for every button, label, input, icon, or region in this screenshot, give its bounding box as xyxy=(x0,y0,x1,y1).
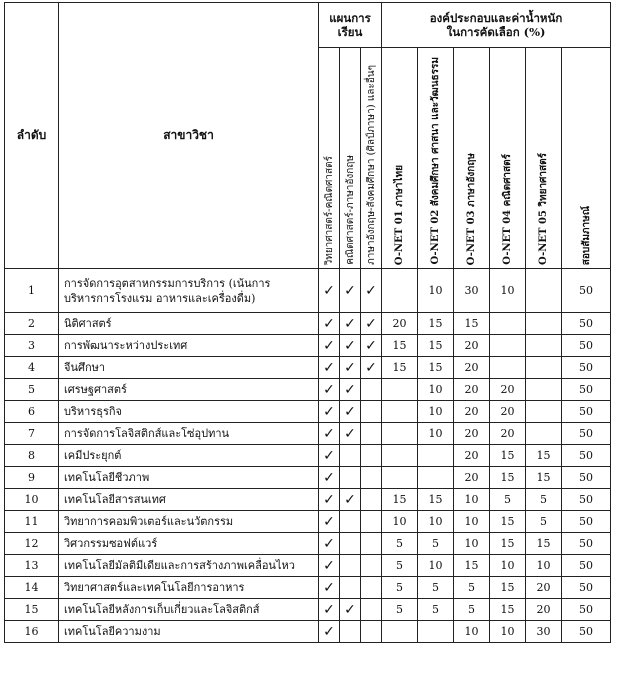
onet-01-value: 20 xyxy=(382,313,418,335)
onet-04-value: 15 xyxy=(490,445,526,467)
onet-05-value xyxy=(526,357,562,379)
row-number: 13 xyxy=(5,555,59,577)
onet-02-value: 15 xyxy=(418,313,454,335)
onet-01-value: 15 xyxy=(382,335,418,357)
onet-01-value: 5 xyxy=(382,599,418,621)
plan-sci-math-check: ✓ xyxy=(319,335,340,357)
plan-math-eng-check: ✓ xyxy=(340,401,361,423)
header-plan-eng-social xyxy=(361,48,382,269)
plan-eng-social-check xyxy=(361,533,382,555)
major-name-line: การจัดการอุตสาหกรรมการบริการ (เน้นการ xyxy=(64,276,271,290)
admission-criteria-table xyxy=(4,2,611,643)
onet-02-value: 10 xyxy=(418,269,454,313)
onet-05-value: 10 xyxy=(526,555,562,577)
interview-value: 50 xyxy=(562,423,611,445)
plan-eng-social-check: ✓ xyxy=(361,357,382,379)
plan-eng-social-check xyxy=(361,621,382,643)
row-number: 6 xyxy=(5,401,59,423)
table-row xyxy=(5,621,611,643)
plan-eng-social-check xyxy=(361,423,382,445)
onet-03-value: 5 xyxy=(454,599,490,621)
major-name: วิศวกรรมซอฟต์แวร์ xyxy=(59,533,319,555)
header-onet-04-label: O-NET 04 คณิตศาสตร์ xyxy=(502,154,514,265)
onet-01-value xyxy=(382,445,418,467)
header-onet-01-label: O-NET 01 ภาษาไทย xyxy=(394,164,406,265)
header-weight-line2: ในการคัดเลือก (%) xyxy=(446,25,546,39)
onet-02-value: 10 xyxy=(418,511,454,533)
table-body xyxy=(5,269,611,643)
major-name xyxy=(59,269,319,313)
onet-04-value: 15 xyxy=(490,511,526,533)
interview-value: 50 xyxy=(562,489,611,511)
plan-math-eng-check: ✓ xyxy=(340,599,361,621)
plan-sci-math-check: ✓ xyxy=(319,379,340,401)
plan-math-eng-check: ✓ xyxy=(340,423,361,445)
header-plan-eng-social-label: ภาษาอังกฤษ-สังคมศึกษา (ศิลป์ภาษา) และอื่นๆ xyxy=(365,65,377,265)
plan-math-eng-check: ✓ xyxy=(340,335,361,357)
onet-03-value: 20 xyxy=(454,379,490,401)
onet-05-value: 15 xyxy=(526,445,562,467)
major-name-line: บริหารการโรงแรม อาหารและเครื่องดื่ม) xyxy=(64,291,256,305)
plan-sci-math-check: ✓ xyxy=(319,621,340,643)
plan-math-eng-check xyxy=(340,533,361,555)
onet-05-value xyxy=(526,423,562,445)
onet-04-value: 15 xyxy=(490,599,526,621)
table-row xyxy=(5,269,611,313)
header-onet-03 xyxy=(454,48,490,269)
table-row xyxy=(5,379,611,401)
onet-02-value xyxy=(418,467,454,489)
interview-value: 50 xyxy=(562,313,611,335)
row-number: 3 xyxy=(5,335,59,357)
major-name: เคมีประยุกต์ xyxy=(59,445,319,467)
header-onet-02-label: O-NET 02 สังคมศึกษา ศาสนา และวัฒนธรรม xyxy=(430,57,442,265)
plan-sci-math-check: ✓ xyxy=(319,445,340,467)
onet-03-value: 10 xyxy=(454,621,490,643)
plan-eng-social-check xyxy=(361,599,382,621)
onet-02-value: 5 xyxy=(418,599,454,621)
table-row xyxy=(5,401,611,423)
plan-sci-math-check: ✓ xyxy=(319,511,340,533)
header-major: สาขาวิชา xyxy=(59,3,319,269)
onet-02-value: 15 xyxy=(418,357,454,379)
table-row xyxy=(5,357,611,379)
header-onet-05-label: O-NET 05 วิทยาศาสตร์ xyxy=(538,153,550,265)
admission-criteria-sheet xyxy=(4,2,610,692)
plan-math-eng-check xyxy=(340,445,361,467)
header-onet-04 xyxy=(490,48,526,269)
onet-03-value: 20 xyxy=(454,335,490,357)
plan-math-eng-check: ✓ xyxy=(340,313,361,335)
table-row xyxy=(5,555,611,577)
onet-01-value xyxy=(382,269,418,313)
row-number: 9 xyxy=(5,467,59,489)
onet-05-value: 20 xyxy=(526,599,562,621)
onet-01-value: 10 xyxy=(382,511,418,533)
onet-03-value: 20 xyxy=(454,423,490,445)
table-row xyxy=(5,313,611,335)
interview-value: 50 xyxy=(562,599,611,621)
plan-eng-social-check: ✓ xyxy=(361,335,382,357)
onet-05-value: 30 xyxy=(526,621,562,643)
row-number: 15 xyxy=(5,599,59,621)
onet-01-value xyxy=(382,379,418,401)
interview-value: 50 xyxy=(562,401,611,423)
table-row xyxy=(5,489,611,511)
onet-04-value xyxy=(490,313,526,335)
onet-05-value xyxy=(526,335,562,357)
onet-03-value: 5 xyxy=(454,577,490,599)
major-name: วิทยาศาสตร์และเทคโนโลยีการอาหาร xyxy=(59,577,319,599)
onet-04-value: 15 xyxy=(490,533,526,555)
plan-sci-math-check: ✓ xyxy=(319,401,340,423)
plan-eng-social-check xyxy=(361,467,382,489)
onet-02-value: 5 xyxy=(418,533,454,555)
major-name: จีนศึกษา xyxy=(59,357,319,379)
table-row xyxy=(5,335,611,357)
onet-03-value: 20 xyxy=(454,445,490,467)
header-weight xyxy=(382,3,611,48)
onet-05-value xyxy=(526,379,562,401)
onet-03-value: 10 xyxy=(454,489,490,511)
header-plan-math-eng xyxy=(340,48,361,269)
interview-value: 50 xyxy=(562,533,611,555)
major-name: นิติศาสตร์ xyxy=(59,313,319,335)
onet-02-value: 10 xyxy=(418,423,454,445)
plan-eng-social-check: ✓ xyxy=(361,269,382,313)
plan-sci-math-check: ✓ xyxy=(319,533,340,555)
plan-math-eng-check xyxy=(340,555,361,577)
major-name: การจัดการโลจิสติกส์และโซ่อุปทาน xyxy=(59,423,319,445)
row-number: 14 xyxy=(5,577,59,599)
plan-sci-math-check: ✓ xyxy=(319,423,340,445)
header-weight-line1: องค์ประกอบและค่าน้ำหนัก xyxy=(429,11,563,25)
onet-02-value xyxy=(418,445,454,467)
table-row xyxy=(5,533,611,555)
plan-math-eng-check xyxy=(340,511,361,533)
interview-value: 50 xyxy=(562,379,611,401)
onet-04-value xyxy=(490,357,526,379)
major-name: เทคโนโลยีมัลติมีเดียและการสร้างภาพเคลื่อนไหว xyxy=(59,555,319,577)
row-number: 8 xyxy=(5,445,59,467)
plan-math-eng-check xyxy=(340,467,361,489)
plan-eng-social-check xyxy=(361,379,382,401)
onet-05-value xyxy=(526,401,562,423)
onet-04-value: 20 xyxy=(490,401,526,423)
table-row xyxy=(5,511,611,533)
row-number: 2 xyxy=(5,313,59,335)
onet-03-value: 20 xyxy=(454,467,490,489)
header-onet-03-label: O-NET 03 ภาษาอังกฤษ xyxy=(466,152,478,265)
header-no: ลำดับ xyxy=(5,3,59,269)
plan-sci-math-check: ✓ xyxy=(319,555,340,577)
onet-01-value: 15 xyxy=(382,357,418,379)
interview-value: 50 xyxy=(562,621,611,643)
onet-05-value: 15 xyxy=(526,533,562,555)
table-row xyxy=(5,445,611,467)
plan-eng-social-check xyxy=(361,445,382,467)
table-row xyxy=(5,423,611,445)
major-name: เศรษฐศาสตร์ xyxy=(59,379,319,401)
plan-math-eng-check: ✓ xyxy=(340,489,361,511)
table-row xyxy=(5,467,611,489)
onet-03-value: 15 xyxy=(454,313,490,335)
interview-value: 50 xyxy=(562,357,611,379)
plan-sci-math-check: ✓ xyxy=(319,489,340,511)
onet-05-value: 5 xyxy=(526,511,562,533)
row-number: 12 xyxy=(5,533,59,555)
plan-eng-social-check xyxy=(361,511,382,533)
header-plan-sci-math xyxy=(319,48,340,269)
onet-01-value xyxy=(382,621,418,643)
onet-04-value: 15 xyxy=(490,577,526,599)
onet-04-value: 15 xyxy=(490,467,526,489)
onet-04-value: 10 xyxy=(490,555,526,577)
plan-eng-social-check xyxy=(361,555,382,577)
onet-04-value: 20 xyxy=(490,379,526,401)
plan-sci-math-check: ✓ xyxy=(319,467,340,489)
onet-05-value: 15 xyxy=(526,467,562,489)
header-onet-05 xyxy=(526,48,562,269)
plan-sci-math-check: ✓ xyxy=(319,269,340,313)
interview-value: 50 xyxy=(562,555,611,577)
plan-eng-social-check xyxy=(361,401,382,423)
major-name: เทคโนโลยีชีวภาพ xyxy=(59,467,319,489)
onet-03-value: 20 xyxy=(454,401,490,423)
onet-05-value xyxy=(526,269,562,313)
row-number: 4 xyxy=(5,357,59,379)
interview-value: 50 xyxy=(562,445,611,467)
onet-02-value: 15 xyxy=(418,489,454,511)
plan-math-eng-check: ✓ xyxy=(340,357,361,379)
onet-02-value: 10 xyxy=(418,555,454,577)
onet-04-value xyxy=(490,335,526,357)
onet-01-value xyxy=(382,423,418,445)
interview-value: 50 xyxy=(562,577,611,599)
plan-sci-math-check: ✓ xyxy=(319,313,340,335)
onet-02-value xyxy=(418,621,454,643)
onet-01-value xyxy=(382,467,418,489)
table-row xyxy=(5,599,611,621)
plan-sci-math-check: ✓ xyxy=(319,357,340,379)
plan-math-eng-check xyxy=(340,621,361,643)
plan-math-eng-check: ✓ xyxy=(340,269,361,313)
onet-02-value: 15 xyxy=(418,335,454,357)
major-name: เทคโนโลยีความงาม xyxy=(59,621,319,643)
plan-math-eng-check: ✓ xyxy=(340,379,361,401)
onet-04-value: 5 xyxy=(490,489,526,511)
plan-eng-social-check xyxy=(361,489,382,511)
major-name: เทคโนโลยีสารสนเทศ xyxy=(59,489,319,511)
onet-01-value: 5 xyxy=(382,533,418,555)
onet-04-value: 10 xyxy=(490,621,526,643)
interview-value: 50 xyxy=(562,335,611,357)
plan-eng-social-check xyxy=(361,577,382,599)
plan-math-eng-check xyxy=(340,577,361,599)
plan-eng-social-check: ✓ xyxy=(361,313,382,335)
row-number: 16 xyxy=(5,621,59,643)
header-onet-02 xyxy=(418,48,454,269)
interview-value: 50 xyxy=(562,269,611,313)
onet-03-value: 30 xyxy=(454,269,490,313)
onet-03-value: 20 xyxy=(454,357,490,379)
row-number: 5 xyxy=(5,379,59,401)
header-plan-sci-math-label: วิทยาศาสตร์-คณิตศาสตร์ xyxy=(323,155,335,265)
onet-02-value: 10 xyxy=(418,379,454,401)
onet-02-value: 5 xyxy=(418,577,454,599)
table-row xyxy=(5,577,611,599)
onet-03-value: 15 xyxy=(454,555,490,577)
row-number: 7 xyxy=(5,423,59,445)
onet-05-value xyxy=(526,313,562,335)
onet-03-value: 10 xyxy=(454,511,490,533)
major-name: การพัฒนาระหว่างประเทศ xyxy=(59,335,319,357)
header-study-plan: แผนการเรียน xyxy=(319,3,382,48)
onet-03-value: 10 xyxy=(454,533,490,555)
row-number: 10 xyxy=(5,489,59,511)
header-interview xyxy=(562,48,611,269)
onet-04-value: 20 xyxy=(490,423,526,445)
interview-value: 50 xyxy=(562,467,611,489)
onet-01-value: 5 xyxy=(382,555,418,577)
major-name: เทคโนโลยีหลังการเก็บเกี่ยวและโลจิสติกส์ xyxy=(59,599,319,621)
plan-sci-math-check: ✓ xyxy=(319,599,340,621)
header-interview-label: สอบสัมภาษณ์ xyxy=(580,205,592,265)
onet-01-value: 5 xyxy=(382,577,418,599)
onet-05-value: 5 xyxy=(526,489,562,511)
onet-02-value: 10 xyxy=(418,401,454,423)
row-number: 1 xyxy=(5,269,59,313)
onet-01-value: 15 xyxy=(382,489,418,511)
major-name: วิทยาการคอมพิวเตอร์และนวัตกรรม xyxy=(59,511,319,533)
onet-04-value: 10 xyxy=(490,269,526,313)
header-onet-01 xyxy=(382,48,418,269)
interview-value: 50 xyxy=(562,511,611,533)
plan-sci-math-check: ✓ xyxy=(319,577,340,599)
header-plan-math-eng-label: คณิตศาสตร์-ภาษาอังกฤษ xyxy=(344,155,356,265)
row-number: 11 xyxy=(5,511,59,533)
major-name: บริหารธุรกิจ xyxy=(59,401,319,423)
onet-01-value xyxy=(382,401,418,423)
onet-05-value: 20 xyxy=(526,577,562,599)
